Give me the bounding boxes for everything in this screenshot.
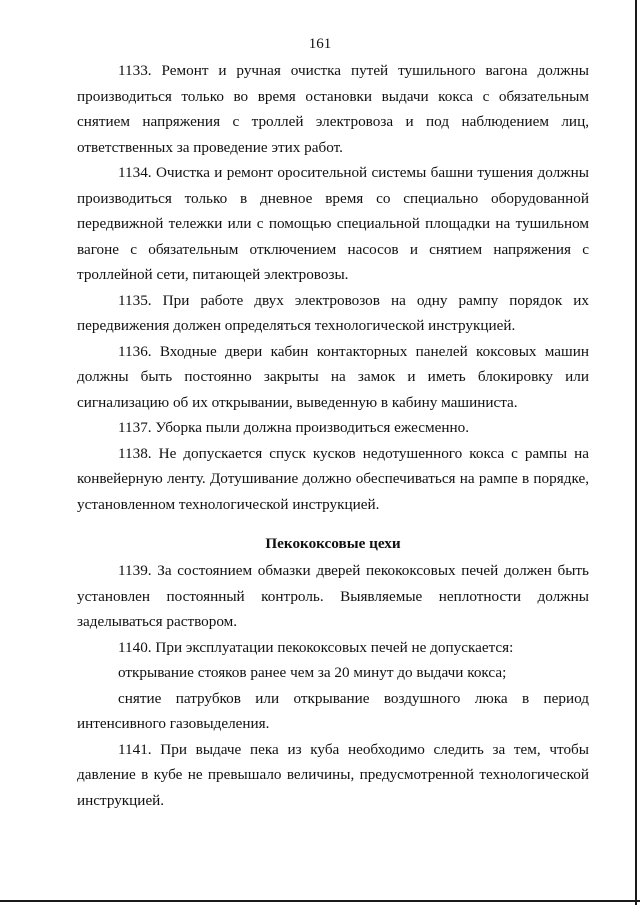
list-item-1140-b: снятие патрубков или открывание воздушного люка в период интенсивного газовыделения. — [77, 689, 589, 732]
paragraph-1141: 1141. При выдаче пека из куба необходимо следить за тем, чтобы давление в кубе не превышало величины, предусмотренной технологической инструкцией. — [77, 740, 589, 809]
paragraph-1138: 1138. Не допускается спуск кусков недотушенного кокса с рампы на конвейерную ленту. Дотушивание должно обеспечиваться на рампе в порядке, установленном технологической инструкцией. — [77, 444, 589, 513]
paragraph-1139: 1139. За состоянием обмазки дверей пекококсовых печей должен быть установлен постоянный контроль. Выявляемые неплотности должны заделываться раствором. — [77, 562, 589, 630]
paragraph-1136: 1136. Входные двери кабин контакторных панелей коксовых машин должны быть постоянно закрыты на замок и иметь блокировку или сигнализацию об их открывании, выведенную в кабину машиниста. — [77, 342, 589, 411]
paragraph-1133: 1133. Ремонт и ручная очистка путей тушильного вагона должны производиться только во время остановки выдачи кокса с обязательным снятием напряжения с троллей электровоза и под наблюдением лиц, ответственных за проведение этих работ. — [77, 62, 589, 156]
document-body — [77, 58, 589, 813]
paragraph-1135: 1135. При работе двух электровозов на одну рампу порядок их передвижения должен определяться технологической инструкцией. — [77, 291, 589, 334]
section-heading: Пекококсовые цехи — [265, 535, 401, 552]
paragraph-1140: 1140. При эксплуатации пекококсовых печей не допускается: — [118, 638, 514, 656]
paragraph-1134: 1134. Очистка и ремонт оросительной системы башни тушения должны производиться только в дневное время со специально оборудованной передвижной тележки или с помощью специальной площадки на тушильном вагоне с обязательным отключением насосов и снятием напряжения с троллейной сети, питающей электровозы. — [77, 164, 589, 283]
paragraph-1137: 1137. Уборка пыли должна производиться ежесменно. — [118, 419, 469, 436]
scan-edge-right — [635, 0, 637, 905]
page-number: 161 — [308, 36, 332, 52]
scan-edge-bottom — [0, 900, 640, 902]
list-item-1140-a: открывание стояков ранее чем за 20 минут до выдачи кокса; — [118, 664, 507, 681]
